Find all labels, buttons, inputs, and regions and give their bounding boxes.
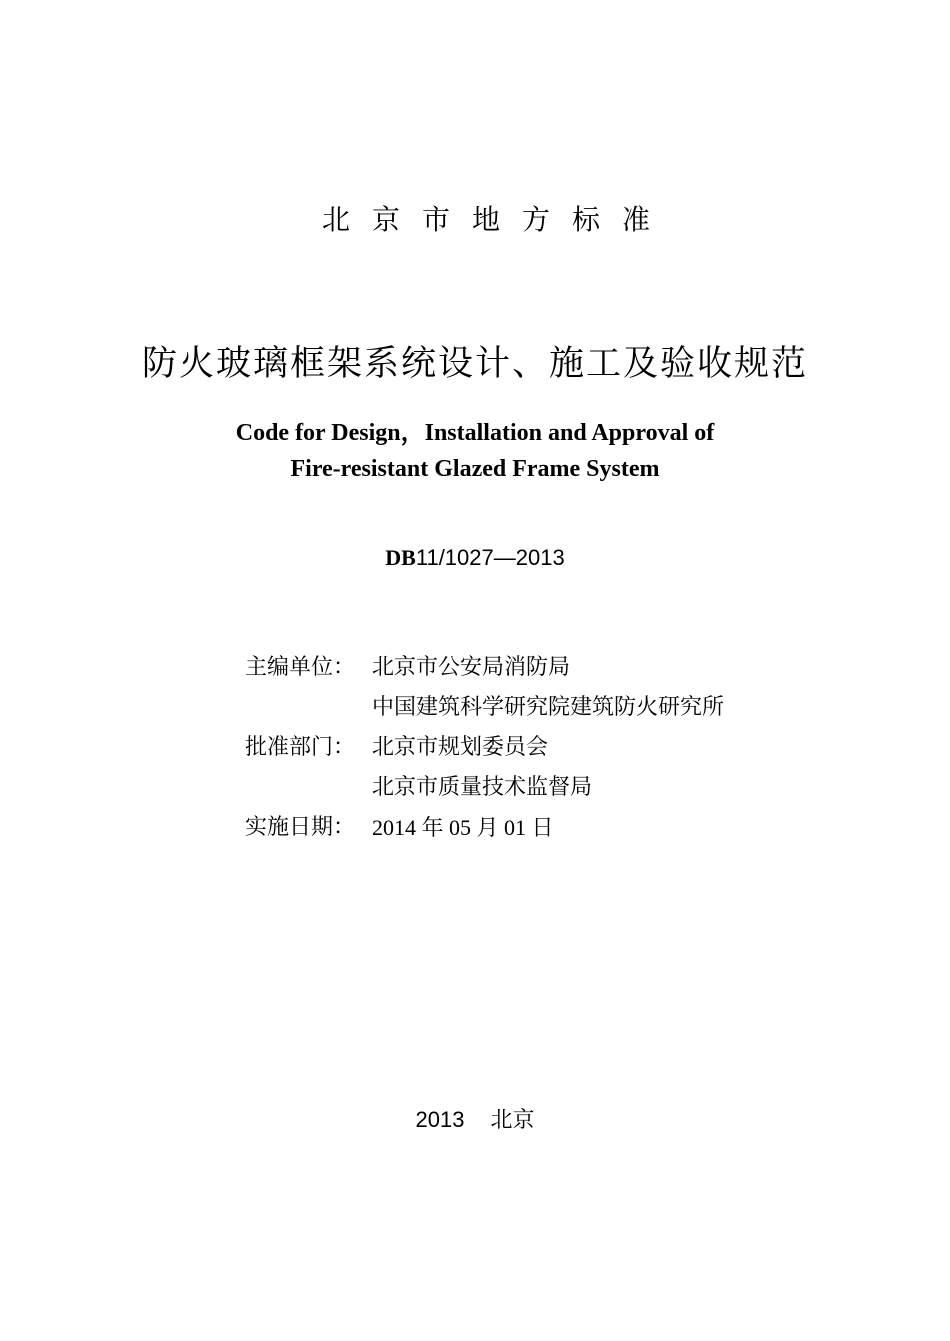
publication-year: 2013 (415, 1107, 465, 1132)
info-value-chief-editor-2: 中国建筑科学研究院建筑防火研究所 (372, 695, 725, 720)
info-row-effective-date (245, 810, 845, 850)
info-label-approval-dept: 批准部门： (245, 735, 356, 760)
info-row-chief-editor-2 (245, 690, 845, 730)
info-block (245, 650, 845, 850)
info-row-chief-editor (245, 650, 845, 690)
info-label-effective-date: 实施日期： (245, 815, 356, 840)
info-value-approval-dept: 北京市规划委员会 (372, 735, 549, 760)
standard-code-prefix: DB (385, 545, 416, 570)
publication-footer (0, 1104, 950, 1137)
document-title-english-line-2: Fire-resistant Glazed Frame System (290, 456, 660, 482)
standard-code (0, 542, 950, 574)
standard-code-number: 11/1027—2013 (415, 545, 565, 570)
document-title-chinese: 防火玻璃框架系统设计、施工及验收规范 (141, 344, 808, 384)
info-value-effective-date: 2014 年 05 月 01 日 (372, 815, 554, 840)
info-row-approval-dept-2 (245, 770, 845, 810)
standard-type-heading: 北京市地方标准 (321, 203, 672, 236)
info-value-chief-editor: 北京市公安局消防局 (372, 655, 571, 680)
info-label-chief-editor: 主编单位： (245, 655, 356, 680)
info-value-approval-dept-2: 北京市质量技术监督局 (372, 775, 593, 800)
document-title-english-line-1: Code for Design，Installation and Approval of (235, 420, 715, 446)
info-row-approval-dept (245, 730, 845, 770)
publication-place: 北京 (490, 1108, 535, 1133)
